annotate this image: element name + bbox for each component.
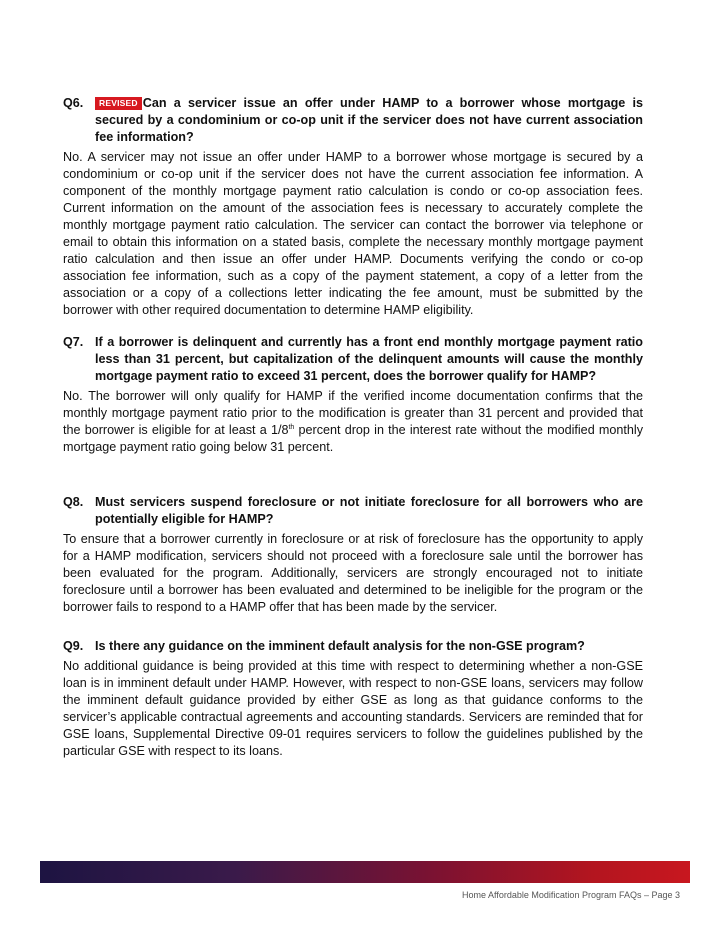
answer-q9: No additional guidance is being provided at this time with respect to determining whether a non-GSE loan is in imminent default under HAMP. However, with respect to non-GSE loans, servicers may follow the imminent default guidance provided by either GSE as long as that guidance conforms to the servicer’s applicable contractual agreements and accounting standards. Servicers are reminded that for GSE loans, Supplemental Directive 09-01 requires servicers to follow the guidelines published by the particular GSE with respect to its loans.: [63, 659, 643, 758]
question-q8: [63, 494, 643, 528]
question-number: Q9.: [63, 639, 84, 653]
footer-page-label: Home Affordable Modification Program FAQs – Page 3: [462, 890, 680, 900]
question-q7: [63, 334, 643, 385]
faq-q8: [63, 494, 643, 616]
answer-q6: No. A servicer may not issue an offer under HAMP to a borrower whose mortgage is secured by a condominium or co-op unit if the servicer does not have the current association fee information. A component of the monthly mortgage payment ratio calculation is condo or co-op association fees. Current information on the amount of the association fees is necessary to accurately complete the monthly mortgage payment ratio calculation. The servicer can contact the borrower via telephone or email to obtain this information on a stated basis, complete the necessary monthly mortgage payment ratio calculation and then issue an offer under HAMP. Documents verifying the condo or co-op association fee information, such as a copy of the payment statement, a copy of a letter from the association or a copy of a collections letter indicating the fee amount, must be submitted by the borrower with other required documentation to determine HAMP eligibility.: [63, 150, 643, 317]
question-number: Q7.: [63, 335, 84, 349]
question-q6: [63, 95, 643, 146]
question-number: Q8.: [63, 495, 84, 509]
faq-q7: [63, 334, 643, 456]
answer-text-part1: No. The borrower will only qualify for HAMP if the verified income documentation confirms that the monthly mortgage payment ratio prior to the modification is greater than 31 percent and provided that the borrower is eligible for at least a 1/8: [63, 389, 643, 437]
answer-text-part2: percent drop in the interest rate without the modified monthly mortgage payment ratio going below 31 percent.: [63, 423, 643, 454]
ordinal-superscript: th: [288, 424, 295, 431]
question-text: If a borrower is delinquent and currently has a front end monthly mortgage payment ratio less than 31 percent, but capitalization of the delinquent amounts will cause the monthly mortgage payment ratio to exceed 31 percent, does the borrower qualify for HAMP?: [95, 335, 643, 383]
question-text: Can a servicer issue an offer under HAMP to a borrower whose mortgage is secured by a condominium or co-op unit if the servicer does not have current association fee information?: [95, 96, 643, 144]
answer-q7: [63, 388, 643, 456]
question-text: Is there any guidance on the imminent default analysis for the non-GSE program?: [95, 639, 585, 653]
faq-q9: [63, 638, 643, 760]
answer-q8: To ensure that a borrower currently in foreclosure or at risk of foreclosure has the opportunity to apply for a HAMP modification, servicers should not proceed with a foreclosure sale until the borrower has been evaluated for the program. Additionally, servicers are strongly encouraged not to initiate foreclosure until a borrower has been evaluated and determined to be ineligible for the program or the borrower fails to respond to a HAMP offer that has been made by the servicer.: [63, 532, 643, 614]
revised-badge: REVISED: [95, 97, 142, 110]
faq-q6: [63, 95, 643, 319]
question-number: Q6.: [63, 96, 84, 110]
question-text: Must servicers suspend foreclosure or not initiate foreclosure for all borrowers who are potentially eligible for HAMP?: [95, 495, 643, 526]
question-q9: [63, 638, 643, 655]
footer-gradient-bar: [40, 861, 690, 883]
